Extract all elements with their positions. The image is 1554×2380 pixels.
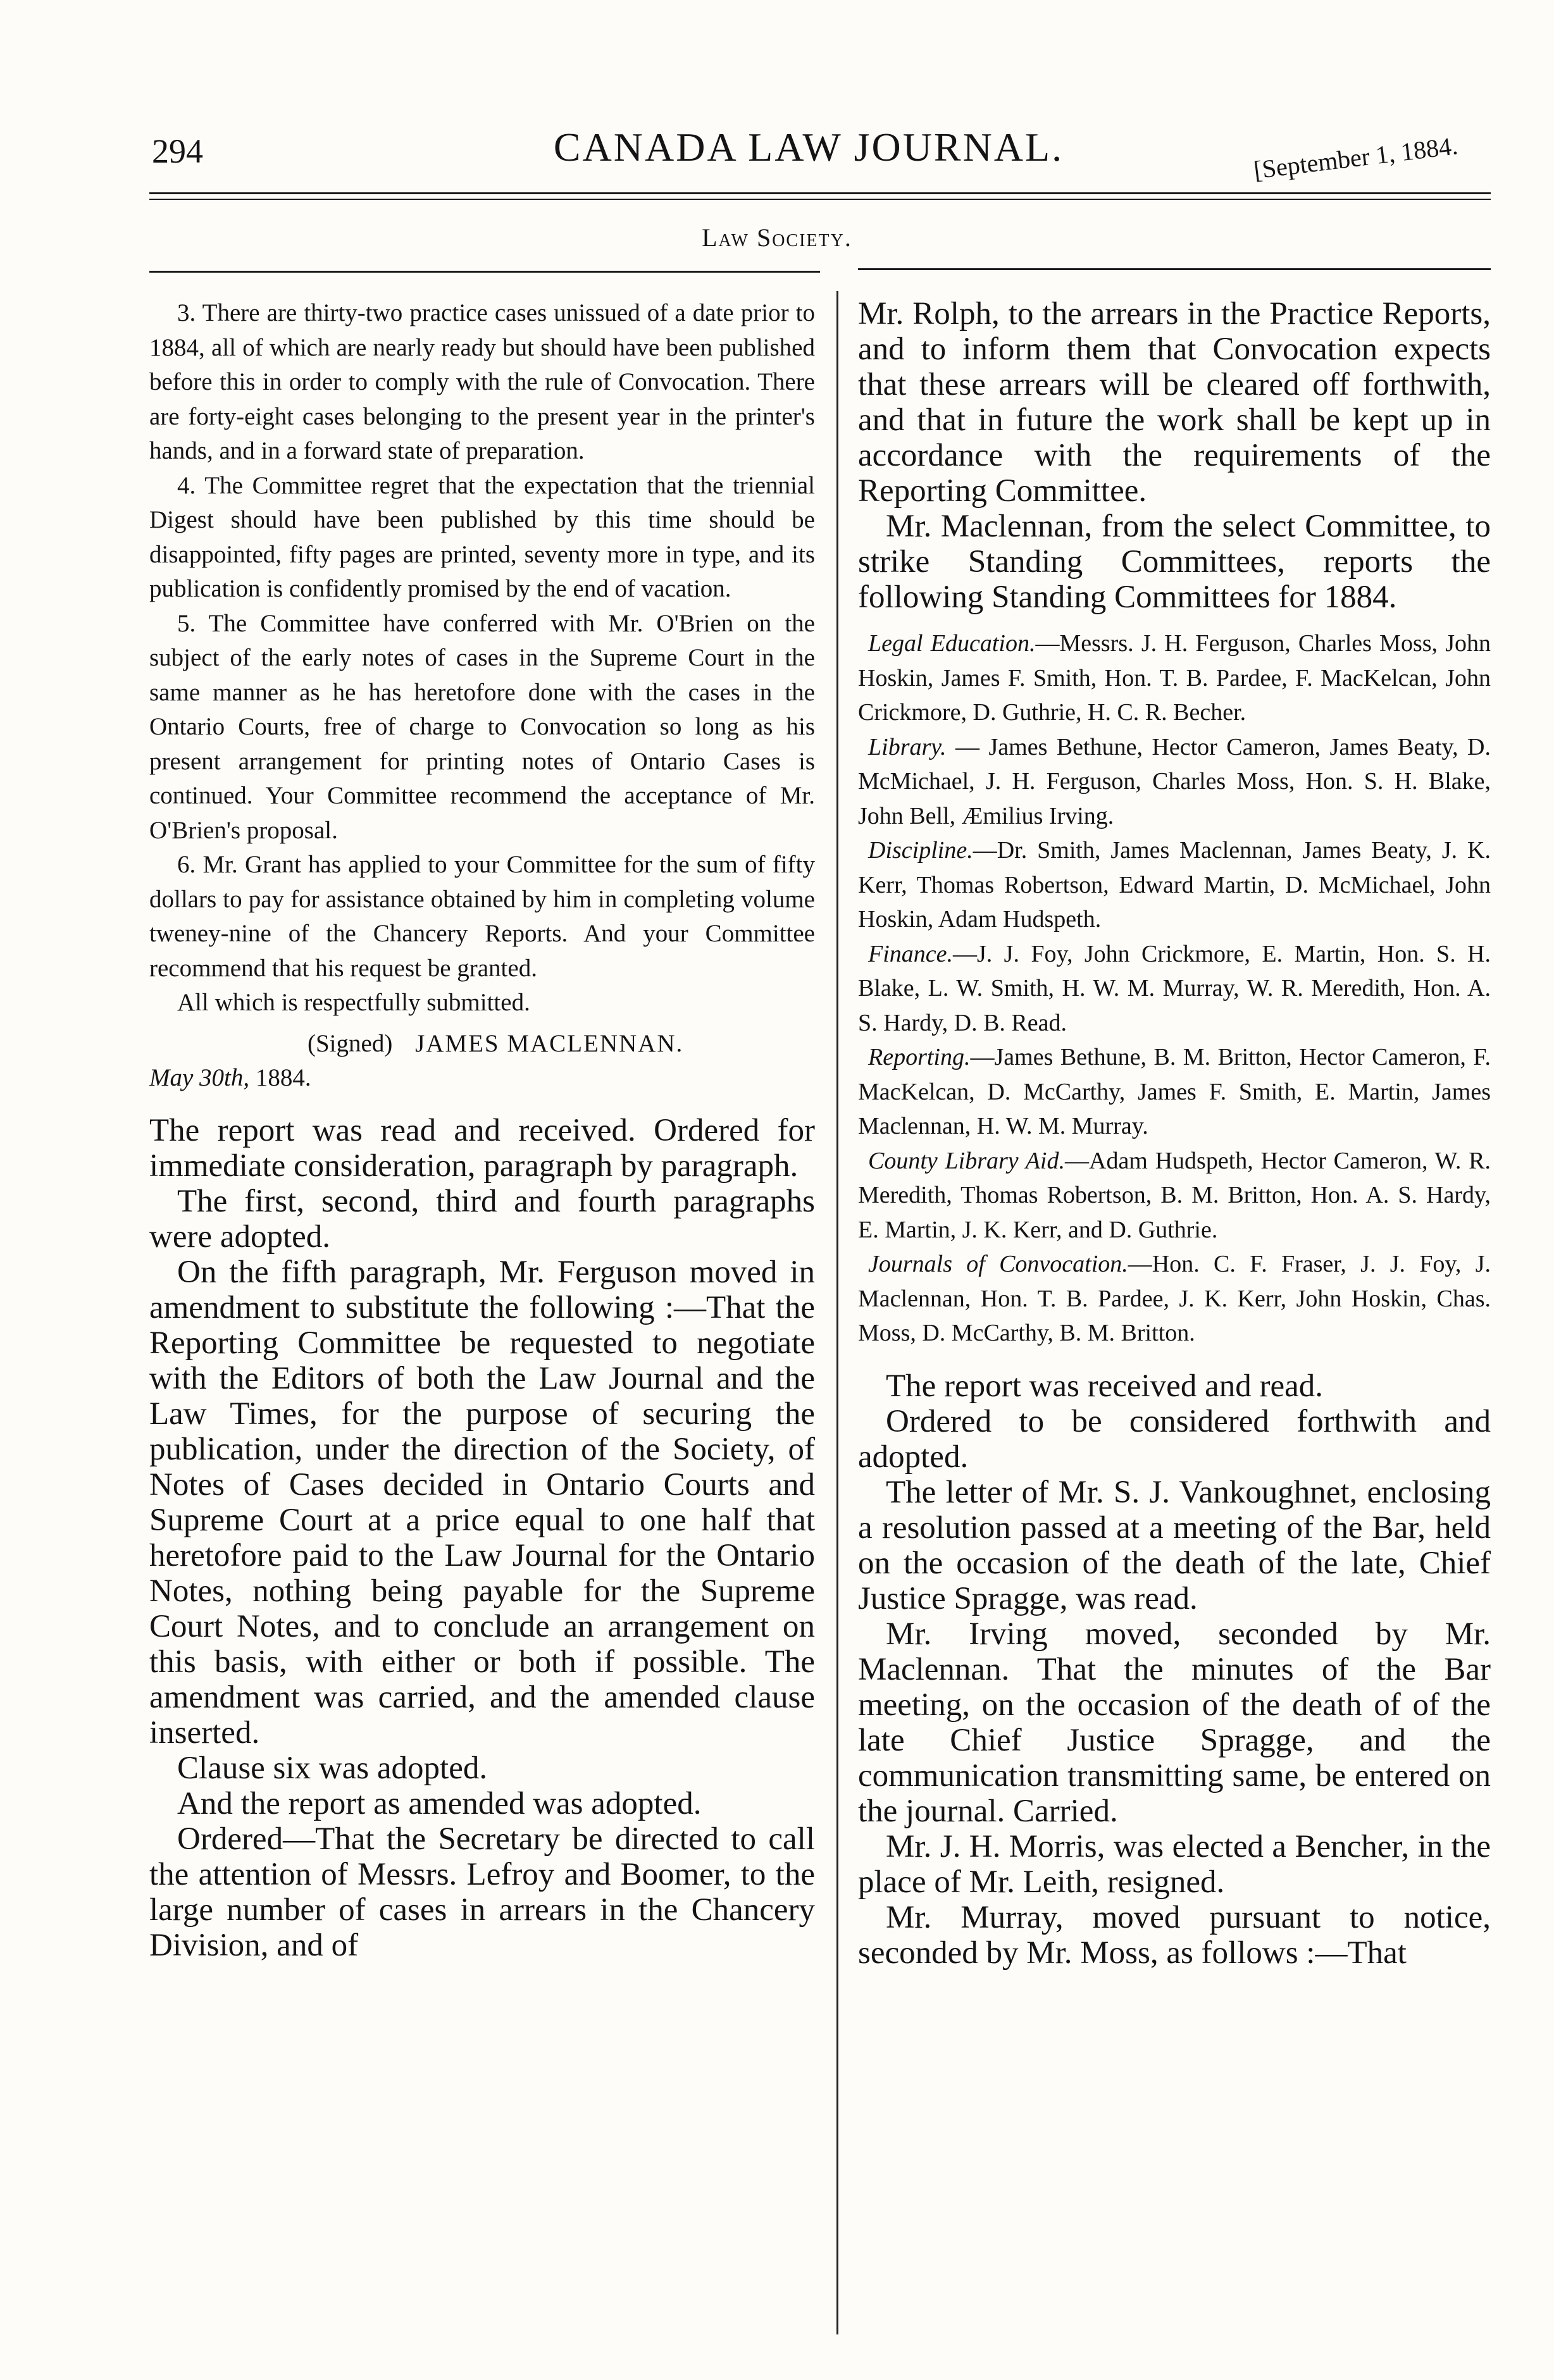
report-paragraph: 5. The Committee have conferred with Mr. O'Brien on the subject of the early notes of cases in the Supreme Court in the same manner as he has heretofore done with the cases in the Ontario Courts, free of charge to Convocation so long as his present arrangement for printing notes of Ontario Cases is continued. Your Committee recommend the acceptance of Mr. O'Brien's proposal. xyxy=(149,609,815,844)
report-date xyxy=(149,1061,815,1095)
header-rule-top xyxy=(149,192,1491,194)
minutes-paragraph: Mr. J. H. Morris, was elected a Bencher, in the place of Mr. Leith, resigned. xyxy=(858,1828,1491,1900)
standing-committees-list xyxy=(858,626,1491,1351)
header-rule-bottom xyxy=(149,199,1491,200)
committee-members: —Messrs. J. H. Ferguson, Charles Moss, John Hoskin, James F. Smith, Hon. T. B. Pardee, F. MacKelcan, John Crickmore, D. Guthrie, H. C. R. Becher. xyxy=(858,630,1491,726)
committee-members: —Adam Hudspeth, Hector Cameron, W. R. Meredith, Thomas Robertson, B. M. Britton, Hon. A. S. Hardy, E. Martin, J. K. Kerr, and D. Guthrie. xyxy=(858,1147,1491,1243)
committee-members: —J. J. Foy, John Crickmore, E. Martin, Hon. S. H. Blake, L. W. Smith, H. W. M. Murray, W. R. Meredith, Hon. A. S. Hardy, D. B. Read. xyxy=(858,940,1491,1036)
committee-name: Reporting. xyxy=(868,1044,971,1070)
minutes-paragraph: Mr. Murray, moved pursuant to notice, seconded by Mr. Moss, as follows :—That xyxy=(858,1899,1491,1971)
committee-report xyxy=(149,296,815,1020)
committee-name: Finance. xyxy=(868,940,954,967)
issue-date: [September 1, 1884. xyxy=(1252,131,1459,185)
committee-entry xyxy=(858,1144,1491,1248)
committee-members: — James Bethune, Hector Cameron, James Beaty, D. McMichael, J. H. Ferguson, Charles Moss, Hon. S. H. Blake, John Bell, Æmilius Irving. xyxy=(858,733,1491,829)
report-paragraph: 3. There are thirty-two practice cases unissued of a date prior to 1884, all of which are nearly ready but should have been published before this in order to comply with the rule of Convocation. There are forty-eight cases belonging to the present year in the printer's hands, and in a forward state of preparation. xyxy=(149,299,815,464)
committee-members: —James Bethune, B. M. Britton, Hector Cameron, F. MacKelcan, D. McCarthy, James F. Smith, E. Martin, James Maclennan, H. W. M. Murray. xyxy=(858,1044,1491,1139)
report-paragraph: All which is respectfully submitted. xyxy=(177,989,530,1016)
signed-label: (Signed) xyxy=(308,1029,393,1057)
committee-entry xyxy=(858,1040,1491,1144)
right-column xyxy=(858,296,1491,1971)
convocation-minutes-right-bottom xyxy=(858,1368,1491,1971)
committee-entry xyxy=(858,626,1491,730)
minutes-paragraph: Ordered—That the Secretary be directed to call the attention of Messrs. Lefroy and Boomer, to the large number of cases in arrears in the Chancery Division, and of xyxy=(149,1821,815,1963)
committee-name: Discipline. xyxy=(868,837,973,864)
committee-name: County Library Aid. xyxy=(868,1147,1065,1174)
minutes-paragraph: Mr. Maclennan, from the select Committee, to strike Standing Committees, reports the following Standing Committees for 1884. xyxy=(858,509,1491,615)
section-rule-right xyxy=(858,268,1491,270)
report-paragraph: 6. Mr. Grant has applied to your Committee for the sum of fifty dollars to pay for assistance obtained by him in completing volume tweney-nine of the Chancery Reports. And your Committee recommend that his request be granted. xyxy=(149,851,815,982)
minutes-paragraph: The first, second, third and fourth paragraphs were adopted. xyxy=(149,1183,815,1255)
minutes-paragraph: The report was received and read. xyxy=(886,1368,1323,1404)
committee-name: Legal Education. xyxy=(868,630,1036,657)
minutes-paragraph: Mr. Irving moved, seconded by Mr. Maclennan. That the minutes of the Bar meeting, on the occasion of the death of of the late Chief Justice Spragge, and the communication transmitting same, be entered on the journal. Carried. xyxy=(858,1616,1491,1829)
convocation-minutes-right-top xyxy=(858,296,1491,615)
page-number: 294 xyxy=(152,132,203,170)
committee-name: Journals of Convocation. xyxy=(868,1251,1128,1277)
signatory-name: JAMES MACLENNAN. xyxy=(415,1029,684,1057)
minutes-paragraph: Ordered to be considered forthwith and adopted. xyxy=(858,1403,1491,1475)
section-rule-left xyxy=(149,271,820,273)
running-header xyxy=(152,124,1465,185)
convocation-minutes-left xyxy=(149,1113,815,1963)
committee-members: —Hon. C. F. Fraser, J. J. Foy, J. Maclennan, Hon. T. B. Pardee, J. K. Kerr, John Hoskin, Chas. Moss, D. McCarthy, B. M. Britton. xyxy=(858,1251,1491,1346)
committee-entry xyxy=(858,937,1491,1041)
report-paragraph: 4. The Committee regret that the expectation that the triennial Digest should have been published by this time should be disappointed, fifty pages are printed, seventy more in type, and its publication is confidently promised by the end of vacation. xyxy=(149,471,815,602)
report-date-year: 1884. xyxy=(255,1063,311,1091)
column-divider xyxy=(836,291,838,2334)
minutes-paragraph: On the fifth paragraph, Mr. Ferguson moved in amendment to substitute the following :—That the Reporting Committee be requested to negotiate with the Editors of both the Law Journal and the Law Times, for the purpose of securing the publication, under the direction of the Society, of Notes of Cases decided in Ontario Courts and Supreme Court at a price equal to one half that heretofore paid to the Law Journal for the Ontario Notes, nothing being payable for the Supreme Court Notes, and to conclude an arrangement on this basis, with either or both if possible. The amendment was carried, and the amended clause inserted. xyxy=(149,1254,815,1751)
signature-line xyxy=(149,1027,815,1061)
left-column xyxy=(149,296,815,1963)
committee-entry xyxy=(858,833,1491,937)
minutes-paragraph: And the report as amended was adopted. xyxy=(177,1785,702,1821)
committee-members: —Dr. Smith, James Maclennan, James Beaty, J. K. Kerr, Thomas Robertson, Edward Martin, D. McMichael, John Hoskin, Adam Hudspeth. xyxy=(858,837,1491,933)
section-title: Law Society. xyxy=(702,223,852,252)
committee-name: Library. xyxy=(868,733,947,760)
minutes-paragraph: Mr. Rolph, to the arrears in the Practice Reports, and to inform them that Convocation expects that these arrears will be cleared off forthwith, and that in future the work shall be kept up in accordance with the requirements of the Reporting Committee. xyxy=(858,296,1491,509)
minutes-paragraph: The letter of Mr. S. J. Vankoughnet, enclosing a resolution passed at a meeting of the Bar, held on the occasion of the death of the late, Chief Justice Spragge, was read. xyxy=(858,1474,1491,1616)
minutes-paragraph: Clause six was adopted. xyxy=(177,1750,488,1786)
committee-entry xyxy=(858,730,1491,834)
report-date-month: May 30th, xyxy=(149,1063,250,1091)
minutes-paragraph: The report was read and received. Ordered for immediate consideration, paragraph by paragraph. xyxy=(149,1112,815,1184)
journal-title: CANADA LAW JOURNAL. xyxy=(553,125,1064,170)
committee-entry xyxy=(858,1247,1491,1351)
